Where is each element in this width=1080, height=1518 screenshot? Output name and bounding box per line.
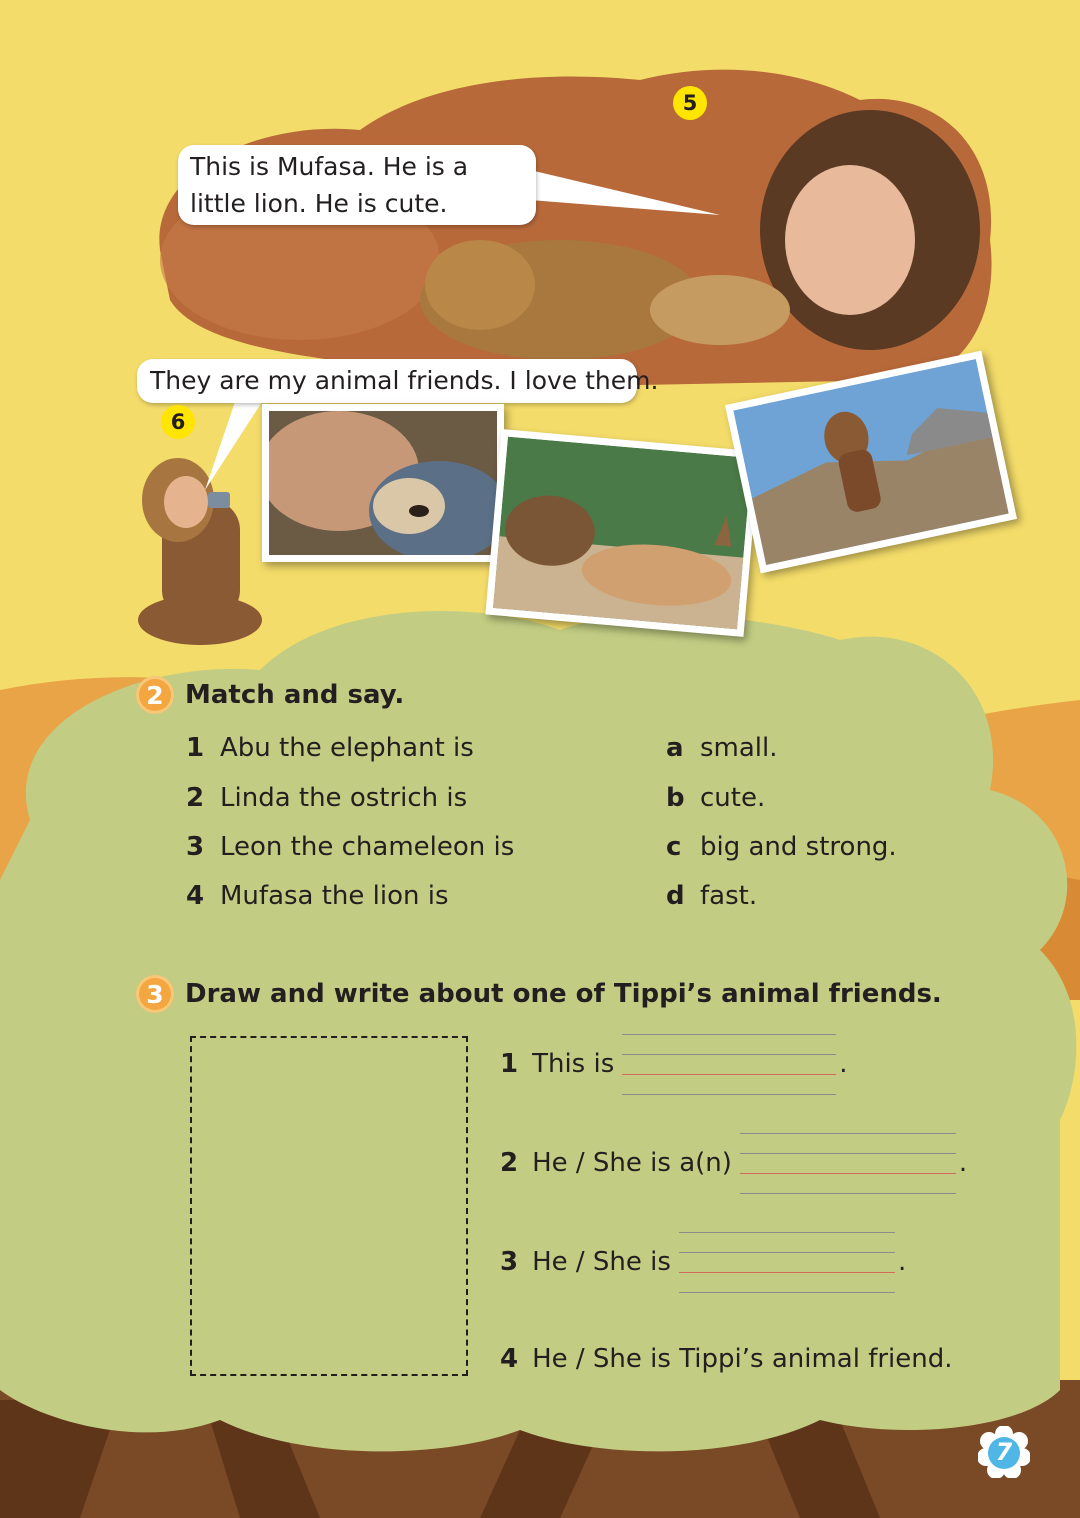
match-right-item (666, 832, 897, 862)
writing-lines[interactable] (622, 1034, 836, 1094)
write-row-number: 3 (500, 1247, 519, 1277)
write-line-row (500, 1344, 953, 1374)
match-right-text: big and strong. (700, 832, 897, 862)
write-row-text: He / She is (532, 1247, 671, 1277)
writing-lines[interactable] (740, 1133, 956, 1193)
match-right-text: small. (700, 733, 778, 763)
match-right-item (666, 783, 765, 813)
match-left-text: Mufasa the lion is (220, 881, 449, 911)
section-3-heading (136, 975, 942, 1013)
write-row-text: He / She is Tippi’s animal friend. (532, 1344, 953, 1374)
speech-bubble-mufasa (178, 145, 536, 225)
match-right-letter: a (666, 733, 684, 763)
page-number: 7 (995, 1438, 1013, 1466)
match-left-text: Linda the ostrich is (220, 783, 468, 813)
write-row-period: . (958, 1148, 968, 1178)
match-right-text: cute. (700, 783, 766, 813)
drawing-area[interactable] (190, 1036, 468, 1376)
girl-with-caracal-photo (485, 429, 759, 637)
match-left-number: 3 (186, 832, 205, 862)
match-right-item (666, 733, 778, 763)
write-row-number: 2 (500, 1148, 519, 1178)
match-right-text: fast. (700, 881, 758, 911)
match-left-item (186, 783, 467, 813)
write-row-text: This is (532, 1049, 615, 1079)
write-row-number: 4 (500, 1344, 519, 1374)
section-2-number: 2 (136, 676, 174, 714)
match-left-item (186, 881, 449, 911)
match-left-text: Abu the elephant is (220, 733, 474, 763)
girl-with-meerkat-photo (262, 404, 504, 562)
match-right-letter: d (666, 881, 685, 911)
story-number-5: 5 (673, 86, 707, 120)
write-row-period: . (839, 1049, 848, 1079)
writing-lines[interactable] (679, 1232, 895, 1292)
match-left-item (186, 832, 514, 862)
speech-bubble-friends (137, 359, 659, 403)
write-line-row (500, 1034, 848, 1094)
match-left-number: 4 (186, 881, 205, 911)
story-number-6: 6 (161, 405, 195, 439)
speech-bubble-friends-text: They are my animal friends. I love them. (150, 366, 659, 395)
speech-bubble-mufasa-text: This is Mufasa. He is a little lion. He is cute. (190, 152, 469, 218)
write-row-period: . (897, 1247, 907, 1277)
write-row-number: 1 (500, 1049, 519, 1079)
write-line-row (500, 1133, 967, 1193)
section-3-number: 3 (136, 975, 174, 1013)
match-left-number: 1 (186, 733, 205, 763)
write-row-text: He / She is a(n) (532, 1148, 732, 1178)
section-2-heading (136, 676, 404, 714)
section-2-title: Match and say. (185, 680, 405, 710)
match-left-text: Leon the chameleon is (220, 832, 515, 862)
section-3-title: Draw and write about one of Tippi’s animal friends. (185, 979, 942, 1009)
match-left-number: 2 (186, 783, 205, 813)
match-right-letter: b (666, 783, 685, 813)
match-right-item (666, 881, 757, 911)
write-line-row (500, 1232, 906, 1292)
match-left-item (186, 733, 474, 763)
match-right-letter: c (666, 832, 682, 862)
